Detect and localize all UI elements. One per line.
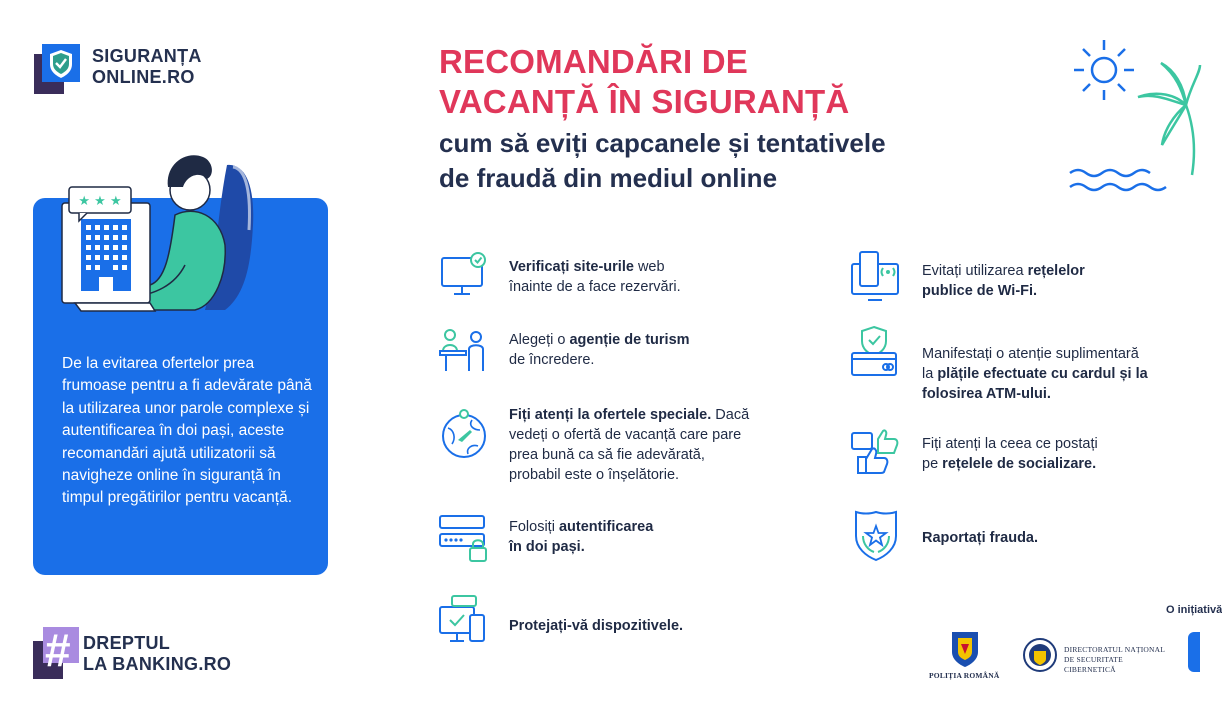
logo-line-1: DREPTUL xyxy=(83,633,171,653)
tip-bold: Fiți atenți la ofertele speciale. xyxy=(509,407,712,423)
tip-verify-sites xyxy=(509,257,829,297)
tip-text: Fiți atenți la ceea ce postați xyxy=(922,436,1098,452)
social-likes-icon xyxy=(850,425,902,477)
card-shield-icon xyxy=(850,325,902,377)
logo-line-2: ONLINE.RO xyxy=(92,67,195,87)
partner-dnsc-line-2: DE SECURITATE CIBERNETICĂ xyxy=(1064,655,1123,674)
title-line-2: VACANȚĂ ÎN SIGURANȚĂ xyxy=(439,83,850,120)
globe-plane-icon xyxy=(438,408,490,460)
tip-two-factor xyxy=(509,517,829,557)
tip-bold: Protejați-vă dispozitivele. xyxy=(509,618,684,634)
shield-check-icon xyxy=(34,40,86,96)
person-laptop-illustration xyxy=(55,145,325,325)
tip-bold: autentificarea xyxy=(558,519,654,535)
card-description: De la evitarea ofertelor prea frumoase pentru a fi adevărate până la utilizarea unor parole complexe și autentificarea în doi pași, aceste recomandări ajută utilizatorii să navigheze online în siguranță în timpul pregătirilor pentru vacanță. xyxy=(62,355,312,507)
police-badge-icon xyxy=(850,510,902,562)
page-subtitle xyxy=(439,126,1039,196)
partner-dnsc-line-1: DIRECTORATUL NAȚIONAL xyxy=(1064,645,1166,654)
tip-bold: plățile efectuate cu cardul și la xyxy=(937,366,1148,382)
tip-text: Dacă xyxy=(711,407,750,423)
tip-report-fraud xyxy=(922,528,1192,548)
tip-text: Evitați utilizarea xyxy=(922,263,1028,279)
tip-text: înainte de a face rezervări. xyxy=(509,279,681,295)
dreptul-la-banking-logo xyxy=(33,623,263,683)
palm-tree-icon xyxy=(1138,63,1200,175)
tip-text: Manifestați o atenție suplimentară xyxy=(922,346,1139,362)
romanian-police-crest-icon xyxy=(950,630,980,668)
partner-logo-cropped xyxy=(1188,632,1200,672)
tip-text: vedeți o ofertă de vacanță care pare xyxy=(509,427,742,443)
tip-social-media xyxy=(922,434,1192,474)
devices-shield-icon xyxy=(438,595,490,647)
partner-dnsc xyxy=(1064,645,1174,675)
subtitle-line-2: de fraudă din mediul online xyxy=(439,163,778,193)
title-line-1: RECOMANDĂRI DE xyxy=(439,43,748,80)
tip-bold: rețelelor xyxy=(1027,263,1085,279)
tip-choose-agency xyxy=(509,330,829,370)
tip-bold: rețelele de socializare. xyxy=(942,456,1097,472)
monitor-check-icon xyxy=(438,250,490,302)
tip-bold: folosirea ATM-ului. xyxy=(922,386,1051,402)
subtitle-line-1: cum să eviți capcanele și tentativele xyxy=(439,128,886,158)
hashtag-symbol: # xyxy=(45,624,71,676)
tip-text: de încredere. xyxy=(509,352,595,368)
tip-protect-devices xyxy=(509,616,829,636)
tip-bold: agenție de turism xyxy=(569,332,690,348)
page-title xyxy=(439,42,999,122)
agent-desk-icon xyxy=(438,325,490,377)
tip-card-payments xyxy=(922,344,1192,404)
tip-text: la xyxy=(922,366,938,382)
tip-text: Folosiți xyxy=(509,519,559,535)
tip-text: Alegeți o xyxy=(509,332,570,348)
tip-text: web xyxy=(633,259,665,275)
two-factor-lock-icon xyxy=(438,512,490,564)
dnsc-seal-icon xyxy=(1022,637,1058,673)
logo-line-1: SIGURANȚA xyxy=(92,46,202,66)
initiative-label: O inițiativă xyxy=(1166,604,1222,616)
beach-decoration xyxy=(1066,35,1200,200)
tip-bold: Verificați site-urile xyxy=(509,259,634,275)
tip-bold: în doi pași. xyxy=(509,539,585,555)
wifi-phone-icon xyxy=(850,250,902,302)
tip-text: prea bună ca să fie adevărată, xyxy=(509,447,705,463)
rating-stars: ★ ★ ★ xyxy=(78,194,122,209)
logo-line-2: LA BANKING.RO xyxy=(83,654,232,674)
sun-icon xyxy=(1074,40,1134,100)
tip-public-wifi xyxy=(922,261,1192,301)
tip-bold: publice de Wi-Fi. xyxy=(922,283,1038,299)
tip-text: probabil este o înșelătorie. xyxy=(509,467,680,483)
siguranta-online-logo xyxy=(34,40,234,96)
waves-icon xyxy=(1070,170,1166,190)
tip-text: pe xyxy=(922,456,943,472)
tip-special-offers xyxy=(509,405,829,485)
tip-bold: Raportați frauda. xyxy=(922,530,1039,546)
partner-politia-romana: POLIȚIA ROMÂNĂ xyxy=(929,671,1000,680)
